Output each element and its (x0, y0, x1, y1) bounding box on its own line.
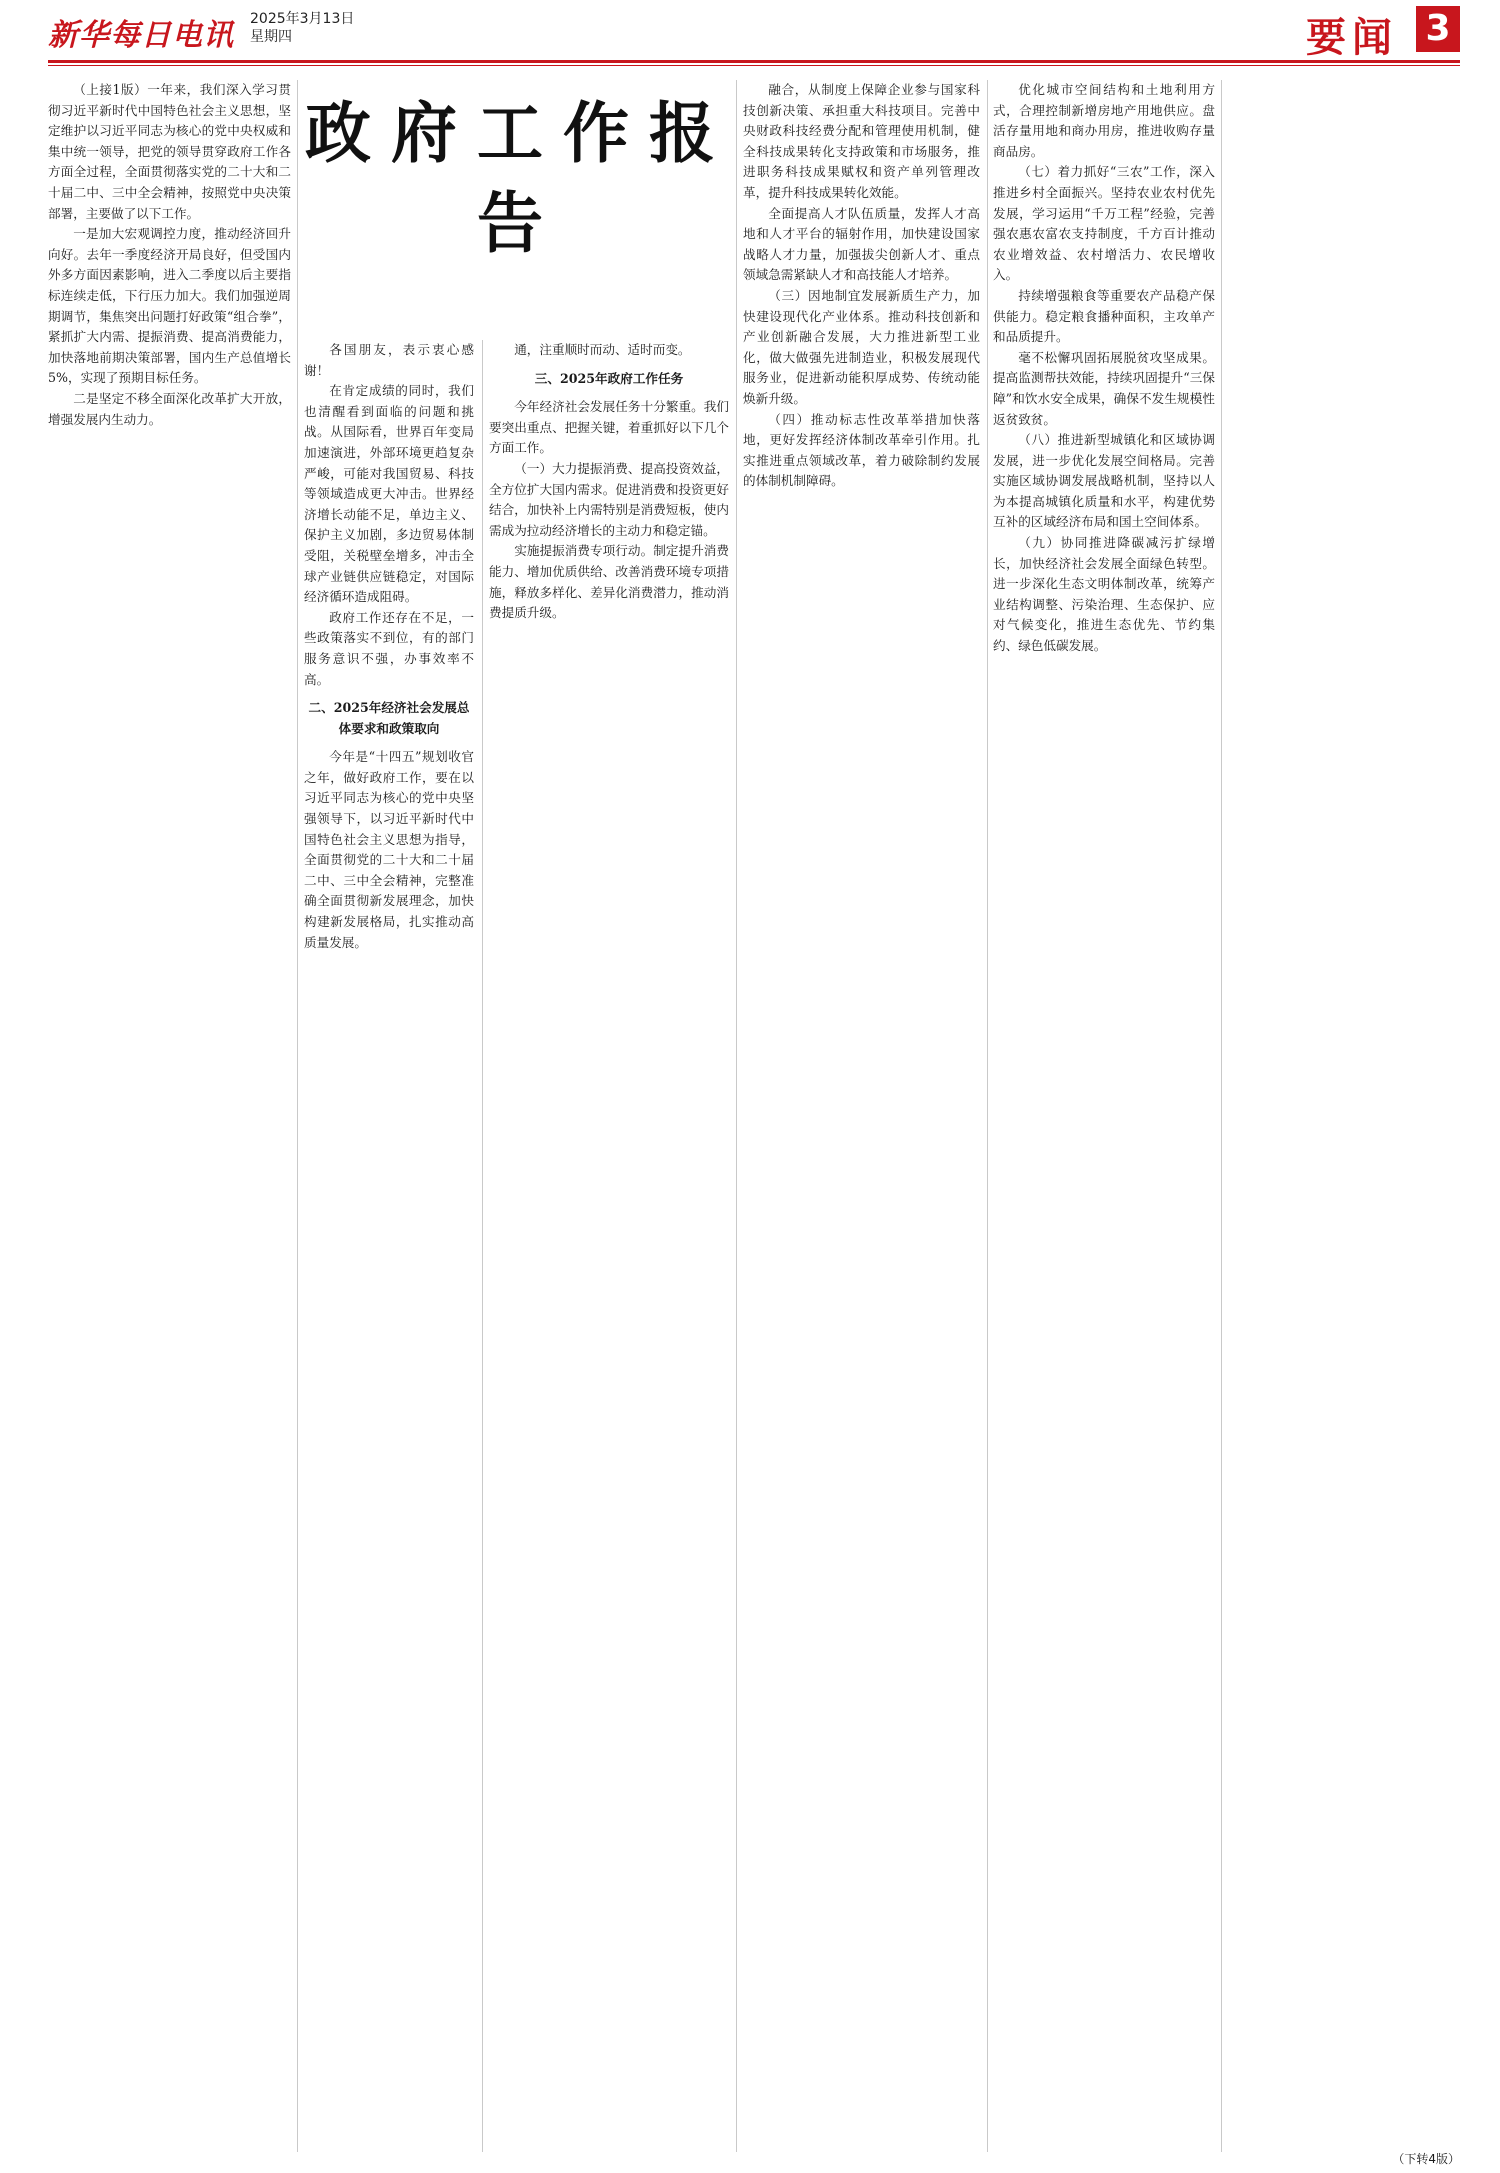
section-title: 要闻 (1306, 15, 1398, 61)
issue-date-block (250, 10, 354, 46)
newspaper-logo: 新华每日电讯 (48, 18, 234, 53)
paragraph: 通，注重顺时而动、适时而变。 (514, 342, 691, 357)
page-headline: 政府工作报告 (305, 94, 735, 262)
article-column-1 (48, 80, 291, 2152)
paragraph: 二是坚定不移全面深化改革扩大开放，增强发展内生动力。 (48, 390, 291, 427)
issue-date: 2025年3月13日 (250, 11, 355, 27)
paragraph: （八）推进新型城镇化和区域协调发展，进一步优化发展空间格局。完善实施区域协调发展战略机制，坚持以人为本提高城镇化质量和水平，构建优势互补的区域经济布局和国土空间体系。 (993, 432, 1215, 530)
paragraph: 各国朋友，表示衷心感谢！ (304, 342, 474, 378)
paragraph: 政府工作还存在不足，一些政策落实不到位，有的部门服务意识不强，办事效率不高。 (304, 609, 474, 687)
paragraph: （一）大力提振消费、提高投资效益，全方位扩大国内需求。促进消费和投资更好结合，加快补上内需特别是消费短板，使内需成为拉动经济增长的主动力和稳定锚。 (489, 460, 729, 538)
paragraph: 在肯定成绩的同时，我们也清醒看到面临的问题和挑战。从国际看，世界百年变局加速演进，外部环境更趋复杂严峻，可能对我国贸易、科技等领域造成更大冲击。世界经济增长动能不足，单边主义、保护主义加剧，多边贸易体制受阻，关税壁垒增多，冲击全球产业链供应链稳定，对国际经济循环造成阻碍。 (304, 383, 474, 605)
column-divider (987, 80, 988, 2152)
masthead-divider (48, 60, 1460, 63)
paragraph: （四）推动标志性改革举措加快落地，更好发挥经济体制改革牵引作用。扎实推进重点领域改革，着力破除制约发展的体制机制障碍。 (743, 411, 980, 489)
issue-weekday: 星期四 (250, 29, 292, 45)
section-subheading: 三、2025年政府工作任务 (534, 370, 684, 386)
paragraph: 持续增强粮食等重要农产品稳产保供能力。稳定粮食播种面积，主攻单产和品质提升。 (993, 287, 1215, 345)
paragraph: 优化城市空间结构和土地利用方式，合理控制新增房地产用地供应。盘活存量用地和商办用房，推进收购存量商品房。 (993, 82, 1215, 159)
paragraph: 融合，从制度上保障企业参与国家科技创新决策、承担重大科技项目。完善中央财政科技经费分配和管理使用机制，健全科技成果转化支持政策和市场服务，推进职务科技成果赋权和资产单列管理改革，提升科技成果转化效能。 (743, 82, 980, 200)
page-number-badge: 3 (1416, 6, 1460, 52)
masthead (48, 0, 1460, 60)
masthead-divider-thin (48, 65, 1460, 66)
article-column-5 (993, 80, 1215, 2152)
section-subheading: 二、2025年经济社会发展总体要求和政策取向 (308, 700, 470, 736)
paragraph: 今年是“十四五”规划收官之年，做好政府工作，要在以习近平同志为核心的党中央坚强领导下，以习近平新时代中国特色社会主义思想为指导，全面贯彻党的二十大和二十届二中、三中全会精神，完整准确全面贯彻新发展理念，加快构建新发展格局，扎实推动高质量发展。 (304, 749, 474, 950)
paragraph: 毫不松懈巩固拓展脱贫攻坚成果。提高监测帮扶效能，持续巩固提升“三保障”和饮水安全成果，确保不发生规模性返贫致贫。 (993, 349, 1215, 427)
article-column-2 (304, 340, 474, 2152)
paragraph: （三）因地制宜发展新质生产力，加快建设现代化产业体系。推动科技创新和产业创新融合发展，大力推进新型工业化，做大做强先进制造业，积极发展现代服务业，促进新动能积厚成势、传统动能焕新升级。 (743, 287, 980, 406)
paragraph: （七）着力抓好“三农”工作，深入推进乡村全面振兴。坚持农业农村优先发展，学习运用“千万工程”经验，完善强农惠农富农支持制度，千方百计推动农业增效益、农村增活力、农民增收入。 (993, 164, 1215, 283)
paragraph: 全面提高人才队伍质量，发挥人才高地和人才平台的辐射作用，加快建设国家战略人才力量，加强拔尖创新人才、重点领域急需紧缺人才和高技能人才培养。 (743, 205, 980, 283)
paragraph: （上接1版）一年来，我们深入学习贯彻习近平新时代中国特色社会主义思想，坚定维护以习近平同志为核心的党中央权威和集中统一领导，把党的领导贯穿政府工作各方面全过程，全面贯彻落实党的二十大和二十届二中、三中全会精神，按照党中央决策部署，主要做了以下工作。 (48, 82, 291, 221)
column-divider (482, 340, 483, 2152)
paragraph: 一是加大宏观调控力度，推动经济回升向好。去年一季度经济开局良好，但受国内外多方面因素影响，进入二季度以后主要指标连续走低，下行压力加大。我们加强逆周期调节，集焦突出问题打好政策“组合拳”，紧抓扩大内需、提振消费、提高消费能力，加快落地前期决策部署，国内生产总值增长5%，实现了预期目标任务。 (48, 226, 291, 386)
paragraph: （九）协同推进降碳减污扩绿增长，加快经济社会发展全面绿色转型。进一步深化生态文明体制改革，统筹产业结构调整、污染治理、生态保护、应对气候变化，推进生态优先、节约集约、绿色低碳发展。 (993, 535, 1215, 654)
paragraph: 实施提振消费专项行动。制定提升消费能力、增加优质供给、改善消费环境专项措施，释放多样化、差异化消费潜力，推动消费提质升级。 (489, 543, 729, 621)
column-divider (297, 80, 298, 2152)
article-column-3 (489, 340, 729, 2152)
column-divider (736, 80, 737, 2152)
column-divider (1221, 80, 1222, 2152)
article-column-4 (743, 80, 980, 2152)
paragraph: 今年经济社会发展任务十分繁重。我们要突出重点、把握关键，着重抓好以下几个方面工作。 (489, 399, 729, 456)
continued-note: （下转4版） (1392, 2152, 1460, 2166)
